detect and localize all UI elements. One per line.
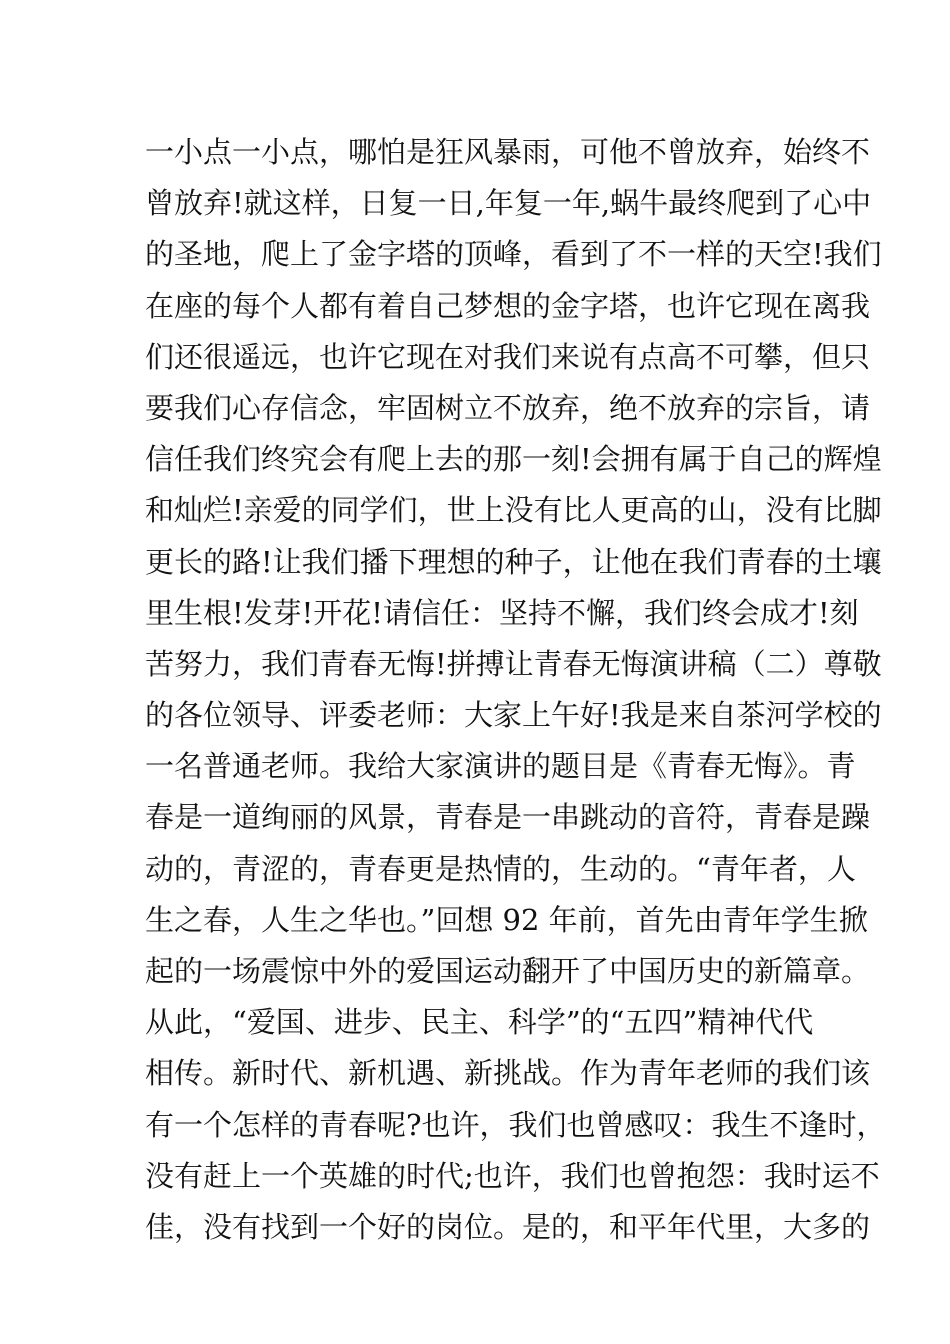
body-text bbox=[145, 130, 886, 1256]
text-line: 曾放弃!就这样，日复一日,年复一年,蜗牛最终爬到了心中 bbox=[145, 186, 872, 221]
text-line: 的圣地，爬上了金字塔的顶峰，看到了不一样的天空!我们 bbox=[145, 237, 882, 272]
text-line: 春是一道绚丽的风景，青春是一串跳动的音符，青春是躁 bbox=[145, 800, 871, 835]
text-line: 在座的每个人都有着自己梦想的金字塔，也许它现在离我 bbox=[145, 288, 871, 323]
text-line: 信任我们终究会有爬上去的那一刻!会拥有属于自己的辉煌 bbox=[145, 442, 882, 477]
text-line: 苦努力，我们青春无悔!拼搏让青春无悔演讲稿（二）尊敬 bbox=[145, 646, 882, 681]
text-line: 生之春，人生之华也。”回想 92 年前，首先由青年学生掀 bbox=[145, 902, 868, 937]
text-line: 更长的路!让我们播下理想的种子，让他在我们青春的土壤 bbox=[145, 544, 882, 579]
text-line: 们还很遥远，也许它现在对我们来说有点高不可攀，但只 bbox=[145, 339, 871, 374]
text-line: 动的，青涩的，青春更是热情的，生动的。“青年者，人 bbox=[145, 851, 856, 886]
text-line: 一小点一小点，哪怕是狂风暴雨，可他不曾放弃，始终不 bbox=[145, 135, 871, 169]
text-line: 一名普通老师。我给大家演讲的题目是《青春无悔》。青 bbox=[145, 749, 856, 784]
text-line: 从此，“爱国、进步、民主、科学”的“五四”精神代代 bbox=[145, 1005, 814, 1040]
text-line: 没有赶上一个英雄的时代;也许，我们也曾抱怨：我时运不 bbox=[145, 1158, 880, 1193]
text-line: 有一个怎样的青春呢?也许，我们也曾感叹：我生不逢时， bbox=[145, 1107, 886, 1142]
text-line: 佳，没有找到一个好的岗位。是的，和平年代里，大多的 bbox=[145, 1209, 871, 1244]
text-line: 要我们心存信念，牢固树立不放弃，绝不放弃的宗旨，请 bbox=[145, 390, 871, 425]
text-line: 和灿烂!亲爱的同学们，世上没有比人更高的山，没有比脚 bbox=[145, 493, 882, 528]
text-line: 里生根!发芽!开花!请信任：坚持不懈，我们终会成才!刻 bbox=[145, 595, 859, 630]
text-line: 起的一场震惊中外的爱国运动翻开了中国历史的新篇章。 bbox=[145, 954, 871, 988]
text-line: 的各位领导、评委老师：大家上午好!我是来自茶河学校的 bbox=[145, 698, 882, 733]
text-line: 相传。新时代、新机遇、新挑战。作为青年老师的我们该 bbox=[145, 1056, 871, 1091]
